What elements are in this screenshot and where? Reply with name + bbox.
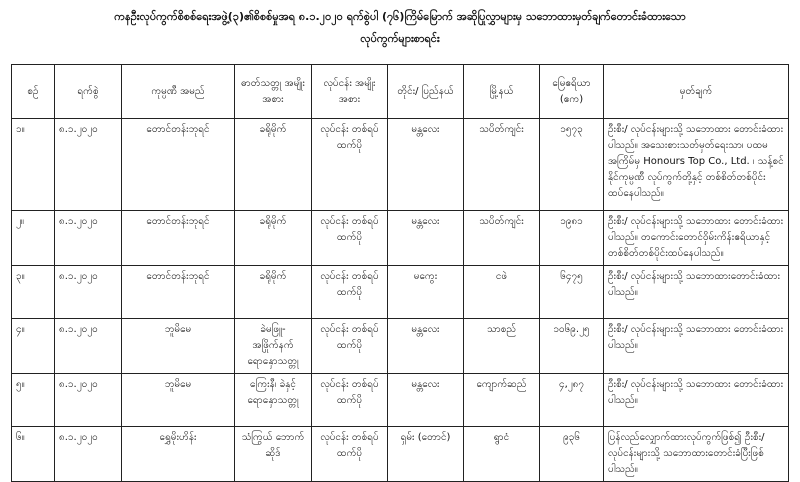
header-township: မြို့နယ်	[464, 65, 540, 119]
cell-township: ငဖဲ	[464, 266, 540, 319]
cell-company: ရွှေမိုးဟိန်း	[122, 427, 235, 482]
cell-mineral: ကြေးနီ၊ ခဲနှင့် ရောနှောသတ္တု	[235, 374, 312, 427]
header-company: ကုမ္ပဏီ အမည်	[122, 65, 235, 119]
cell-region: မန္တလေး	[388, 211, 464, 266]
cell-township: သပိတ်ကျင်း	[464, 211, 540, 266]
table-row	[12, 374, 789, 427]
cell-work-type: လုပ်ငန်း တစ်ရပ်ထက်ပို	[312, 319, 388, 374]
cell-mineral: ခရိုမိုက်	[235, 211, 312, 266]
cell-date: ၈.၁.၂၀၂၀	[55, 119, 122, 211]
cell-work-type: လုပ်ငန်း တစ်ရပ်ထက်ပို	[312, 119, 388, 211]
cell-work-type: လုပ်ငန်း တစ်ရပ်ထက်ပို	[312, 427, 388, 482]
cell-area: ၁၀၆၉.၂၅	[540, 319, 604, 374]
table-row	[12, 319, 789, 374]
header-work-type: လုပ်ငန်း အမျိုးအစား	[312, 65, 388, 119]
table-row	[12, 427, 789, 482]
cell-mineral: ခဲမဖြူ- အဖြိုက်နက် ရောနှောသတ္တု	[235, 319, 312, 374]
cell-area: ၉၃၆	[540, 427, 604, 482]
cell-date: ၈.၁.၂၀၂၀	[55, 211, 122, 266]
cell-area: ၁၅၇၃	[540, 119, 604, 211]
cell-mineral: ခရိုမိုက်	[235, 119, 312, 211]
cell-no: ၁။	[12, 119, 55, 211]
cell-company: တောင်တန်းဘုရင်	[122, 266, 235, 319]
cell-region: ရှမ်း (တောင်)	[388, 427, 464, 482]
cell-region: မန္တလေး	[388, 374, 464, 427]
cell-region: မကွေး	[388, 266, 464, 319]
header-no: စဉ်	[12, 65, 55, 119]
cell-date: ၈.၁.၂၀၂၀	[55, 374, 122, 427]
mining-block-table	[11, 64, 789, 482]
cell-remark: ဦးစီး/ လုပ်ငန်းများသို့ သဘောထားတောင်းခံထားပါသည်။	[604, 266, 789, 319]
cell-date: ၈.၁.၂၀၂၀	[55, 319, 122, 374]
cell-work-type: လုပ်ငန်း တစ်ရပ်ထက်ပို	[312, 211, 388, 266]
cell-remark: ဦးစီး/ လုပ်ငန်းများသို့ သဘောထား တောင်းခံထားပါသည်။ တကောင်းတောင်ဝှိမ်းကိန်းဧရိယာနှင့် တစ်စိတ်တစ်ပိုင်းထပ်နေပါသည်။	[604, 211, 789, 266]
document-title	[10, 6, 790, 50]
header-remark: မှတ်ချက်	[604, 65, 789, 119]
table-row	[12, 266, 789, 319]
cell-mineral: ခရိုမိုက်	[235, 266, 312, 319]
cell-remark: ဦးစီး/ လုပ်ငန်းများသို့ သဘောထား တောင်းခံထားပါသည်။ အသေးစားသတ်မှတ်ရေးသာ၊ ပထမ အကြိမ်မှ Honours Top Co., Ltd. ၊ သန့်စင်နိုင်ကုမ္ပဏီ လုပ်ကွက်တို့နှင့် တစ်စိတ်တစ်ပိုင်း ထပ်နေပါသည်။	[604, 119, 789, 211]
cell-area: ၁၉၈၁	[540, 211, 604, 266]
cell-mineral: သံကြွယ် ဘောက်ဆိုဒ်	[235, 427, 312, 482]
header-date: ရက်စွဲ	[55, 65, 122, 119]
cell-area: ၆၄၇၅	[540, 266, 604, 319]
cell-company: တောင်တန်းဘုရင်	[122, 119, 235, 211]
cell-township: ရွာငံ	[464, 427, 540, 482]
cell-remark: ပြန်လည်လျှောက်ထားလုပ်ကွက်ဖြစ်၍ ဦးစီး/ လုပ်ငန်းများသို့ သဘောထားတောင်းခံပြီးဖြစ်ပါသည်။	[604, 427, 789, 482]
table-row	[12, 119, 789, 211]
cell-date: ၈.၁.၂၀၂၀	[55, 427, 122, 482]
header-mineral: ဓာတ်သတ္တု အမျိုးအစား	[235, 65, 312, 119]
cell-no: ၄။	[12, 319, 55, 374]
cell-township: ကျောက်ဆည်	[464, 374, 540, 427]
table-header-row	[12, 65, 789, 119]
cell-no: ၂။	[12, 211, 55, 266]
cell-no: ၃။	[12, 266, 55, 319]
cell-company: ဘူမိမေ	[122, 374, 235, 427]
cell-work-type: လုပ်ငန်း တစ်ရပ်ထက်ပို	[312, 266, 388, 319]
cell-township: သာစည်	[464, 319, 540, 374]
cell-region: မန္တလေး	[388, 319, 464, 374]
cell-no: ၆။	[12, 427, 55, 482]
cell-remark: ဦးစီး/ လုပ်ငန်းများသို့ သဘောထား တောင်းခံထားပါသည်။	[604, 319, 789, 374]
cell-no: ၅။	[12, 374, 55, 427]
cell-work-type: လုပ်ငန်း တစ်ရပ်ထက်ပို	[312, 374, 388, 427]
cell-township: သပိတ်ကျင်း	[464, 119, 540, 211]
header-region: တိုင်း/ ပြည်နယ်	[388, 65, 464, 119]
cell-company: ဘူမိမေ	[122, 319, 235, 374]
cell-area: ၄,၂၈၇	[540, 374, 604, 427]
cell-remark: ဦးစီး/ လုပ်ငန်းများသို့ သဘောထား တောင်းခံထားပါသည်။	[604, 374, 789, 427]
header-area: မြေဧရိယာ (ဧက)	[540, 65, 604, 119]
title-line-2: လုပ်ကွက်များစာရင်း	[360, 32, 440, 45]
cell-company: တောင်တန်းဘုရင်	[122, 211, 235, 266]
table-row	[12, 211, 789, 266]
cell-date: ၈.၁.၂၀၂၀	[55, 266, 122, 319]
title-line-1: ကနဦးလုပ်ကွက်စိစစ်ရေးအဖွဲ့(၃)၏စိစစ်မှုအရ ၈.၁.၂၀၂၀ ရက်စွဲပါ (၇၆)ကြိမ်မြောက် အဆိုပြုလွှာများမှ သဘောထားမှတ်ချက်တောင်းခံထားသော	[114, 10, 686, 23]
cell-region: မန္တလေး	[388, 119, 464, 211]
